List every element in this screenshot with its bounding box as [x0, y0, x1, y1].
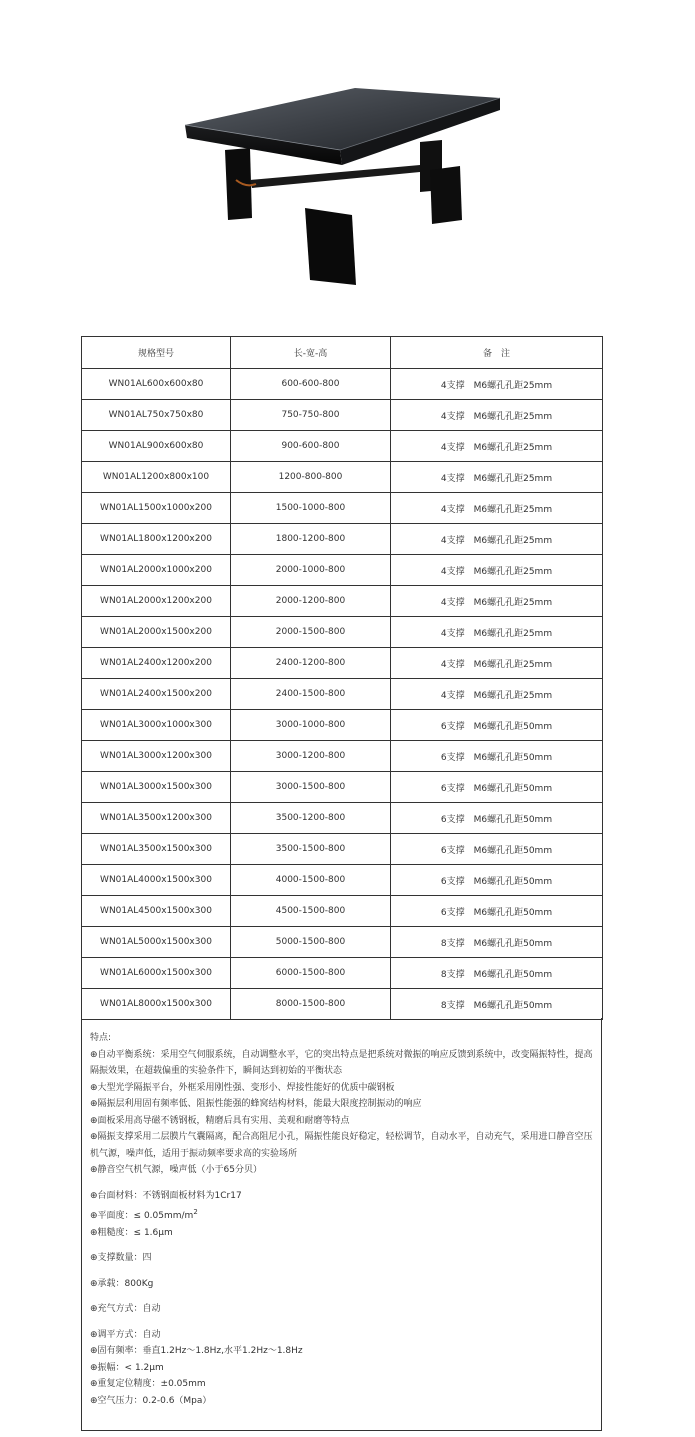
- table-row: [82, 989, 603, 1020]
- cell-notes: 4支撑 M6螺孔孔距25mm: [391, 400, 603, 431]
- table-row: [82, 741, 603, 772]
- cell-model: WN01AL2000x1200x200: [82, 586, 231, 617]
- cell-notes: 4支撑 M6螺孔孔距25mm: [391, 586, 603, 617]
- cell-model: WN01AL4000x1500x300: [82, 865, 231, 896]
- feature-line: ⊕隔振支撑采用二层膜片气囊隔离，配合高阻尼小孔，隔振性能良好稳定，轻松调节，自动水平，自动充气，采用进口静音空压机气源，噪声低，适用于振动频率要求高的实验场所: [90, 1132, 593, 1159]
- cell-notes: 4支撑 M6螺孔孔距25mm: [391, 493, 603, 524]
- cell-model: WN01AL2400x1200x200: [82, 648, 231, 679]
- cell-notes: 8支撑 M6螺孔孔距50mm: [391, 958, 603, 989]
- spec-amplitude: ⊕振幅：< 1.2μm: [90, 1362, 164, 1373]
- cell-model: WN01AL900x600x80: [82, 431, 231, 462]
- feature-line: ⊕面板采用高导磁不锈钢板，精磨后具有实用、美观和耐磨等特点: [90, 1115, 350, 1126]
- cell-dimensions: 1800-1200-800: [231, 524, 391, 555]
- cell-model: WN01AL2000x1500x200: [82, 617, 231, 648]
- cell-model: WN01AL4500x1500x300: [82, 896, 231, 927]
- cell-model: WN01AL1800x1200x200: [82, 524, 231, 555]
- cell-model: WN01AL6000x1500x300: [82, 958, 231, 989]
- table-row: [82, 462, 603, 493]
- spec-roughness: ⊕粗糙度：≤ 1.6μm: [90, 1227, 173, 1238]
- spec-supports: ⊕支撑数量：四: [90, 1253, 152, 1263]
- table-row: [82, 555, 603, 586]
- optical-table-photo: [170, 70, 510, 295]
- table-row: [82, 648, 603, 679]
- spec-inflation: ⊕充气方式：自动: [90, 1304, 161, 1314]
- cell-model: WN01AL3000x1200x300: [82, 741, 231, 772]
- cell-model: WN01AL1200x800x100: [82, 462, 231, 493]
- cell-dimensions: 6000-1500-800: [231, 958, 391, 989]
- table-row: [82, 493, 603, 524]
- feature-line: ⊕大型光学隔振平台，外框采用刚性强、变形小、焊接性能好的优质中碳钢板: [90, 1082, 395, 1093]
- table-row: [82, 617, 603, 648]
- cell-model: WN01AL3000x1500x300: [82, 772, 231, 803]
- header-notes: 备 注: [391, 337, 603, 369]
- cell-notes: 4支撑 M6螺孔孔距25mm: [391, 648, 603, 679]
- cell-notes: 4支撑 M6螺孔孔距25mm: [391, 555, 603, 586]
- table-row: [82, 710, 603, 741]
- cell-notes: 4支撑 M6螺孔孔距25mm: [391, 679, 603, 710]
- cell-dimensions: 3000-1000-800: [231, 710, 391, 741]
- table-row: [82, 431, 603, 462]
- cell-notes: 6支撑 M6螺孔孔距50mm: [391, 865, 603, 896]
- spec-load: ⊕承载：800Kg: [90, 1278, 154, 1289]
- table-row: [82, 834, 603, 865]
- cell-dimensions: 5000-1500-800: [231, 927, 391, 958]
- header-dimensions: 长-宽-高: [231, 337, 391, 369]
- cell-notes: 6支撑 M6螺孔孔距50mm: [391, 896, 603, 927]
- cell-dimensions: 8000-1500-800: [231, 989, 391, 1020]
- table-row: [82, 927, 603, 958]
- spec-flatness: ⊕平面度：≤ $0.05mm/m^2$: [90, 1208, 198, 1221]
- cell-notes: 6支撑 M6螺孔孔距50mm: [391, 741, 603, 772]
- cell-notes: 4支撑 M6螺孔孔距25mm: [391, 431, 603, 462]
- cell-dimensions: 2400-1200-800: [231, 648, 391, 679]
- cell-dimensions: 750-750-800: [231, 400, 391, 431]
- cell-dimensions: 3500-1500-800: [231, 834, 391, 865]
- feature-line: ⊕自动平衡系统：采用空气伺服系统，自动调整水平，它的突出特点是把系统对微振的响应反馈到系统中，改变隔振特性，提高隔振效果，在超载偏重的实验条件下，瞬间达到初始的平衡状态: [90, 1049, 593, 1076]
- cell-notes: 6支撑 M6螺孔孔距50mm: [391, 834, 603, 865]
- cell-notes: 6支撑 M6螺孔孔距50mm: [391, 710, 603, 741]
- cell-notes: 8支撑 M6螺孔孔距50mm: [391, 989, 603, 1020]
- cell-notes: 8支撑 M6螺孔孔距50mm: [391, 927, 603, 958]
- cell-dimensions: 4000-1500-800: [231, 865, 391, 896]
- table-header-row: [82, 337, 603, 369]
- table-row: [82, 958, 603, 989]
- table-row: [82, 803, 603, 834]
- cell-notes: 4支撑 M6螺孔孔距25mm: [391, 617, 603, 648]
- cell-model: WN01AL3000x1000x300: [82, 710, 231, 741]
- cell-model: WN01AL2400x1500x200: [82, 679, 231, 710]
- cell-dimensions: 3000-1200-800: [231, 741, 391, 772]
- feature-line: ⊕静音空气机气源，噪声低（小于65分贝）: [90, 1165, 262, 1175]
- cell-model: WN01AL600x600x80: [82, 369, 231, 400]
- spec-repeat-accuracy: ⊕重复定位精度：±0.05mm: [90, 1379, 206, 1389]
- spec-leveling: ⊕调平方式：自动: [90, 1329, 161, 1340]
- table-row: [82, 400, 603, 431]
- cell-notes: 4支撑 M6螺孔孔距25mm: [391, 462, 603, 493]
- table-row: [82, 524, 603, 555]
- table-row: [82, 679, 603, 710]
- cell-dimensions: 600-600-800: [231, 369, 391, 400]
- cell-notes: 4支撑 M6螺孔孔距25mm: [391, 524, 603, 555]
- cell-dimensions: 2000-1200-800: [231, 586, 391, 617]
- cell-notes: 4支撑 M6螺孔孔距25mm: [391, 369, 603, 400]
- cell-model: WN01AL2000x1000x200: [82, 555, 231, 586]
- table-row: [82, 896, 603, 927]
- cell-model: WN01AL3500x1200x300: [82, 803, 231, 834]
- table-body: [82, 369, 603, 1020]
- cell-model: WN01AL1500x1000x200: [82, 493, 231, 524]
- feature-list: [90, 1047, 593, 1179]
- cell-model: WN01AL5000x1500x300: [82, 927, 231, 958]
- cell-notes: 6支撑 M6螺孔孔距50mm: [391, 772, 603, 803]
- table-row: [82, 772, 603, 803]
- spec-table: [81, 336, 603, 1020]
- spec-material: ⊕台面材料：不锈钢面板材料为1Cr17: [90, 1190, 242, 1201]
- cell-dimensions: 4500-1500-800: [231, 896, 391, 927]
- cell-model: WN01AL3500x1500x300: [82, 834, 231, 865]
- table-row: [82, 586, 603, 617]
- cell-model: WN01AL8000x1500x300: [82, 989, 231, 1020]
- cell-dimensions: 3000-1500-800: [231, 772, 391, 803]
- cell-notes: 6支撑 M6螺孔孔距50mm: [391, 803, 603, 834]
- cell-model: WN01AL750x750x80: [82, 400, 231, 431]
- feature-line: ⊕隔振层利用固有频率低、阻振性能强的蜂窝结构材料，能最大限度控制振动的响应: [90, 1099, 422, 1109]
- cell-dimensions: 2400-1500-800: [231, 679, 391, 710]
- cell-dimensions: 900-600-800: [231, 431, 391, 462]
- spec-air-pressure: ⊕空气压力：0.2-0.6（Mpa）: [90, 1395, 212, 1406]
- features-section: [81, 1018, 602, 1431]
- features-title: 特点:: [90, 1033, 112, 1043]
- header-model: 规格型号: [82, 337, 231, 369]
- cell-dimensions: 2000-1500-800: [231, 617, 391, 648]
- table-row: [82, 369, 603, 400]
- cell-dimensions: 3500-1200-800: [231, 803, 391, 834]
- table-row: [82, 865, 603, 896]
- cell-dimensions: 1500-1000-800: [231, 493, 391, 524]
- cell-dimensions: 2000-1000-800: [231, 555, 391, 586]
- cell-dimensions: 1200-800-800: [231, 462, 391, 493]
- spec-frequency: ⊕固有频率：垂直1.2Hz～1.8Hz,水平1.2Hz～1.8Hz: [90, 1346, 303, 1356]
